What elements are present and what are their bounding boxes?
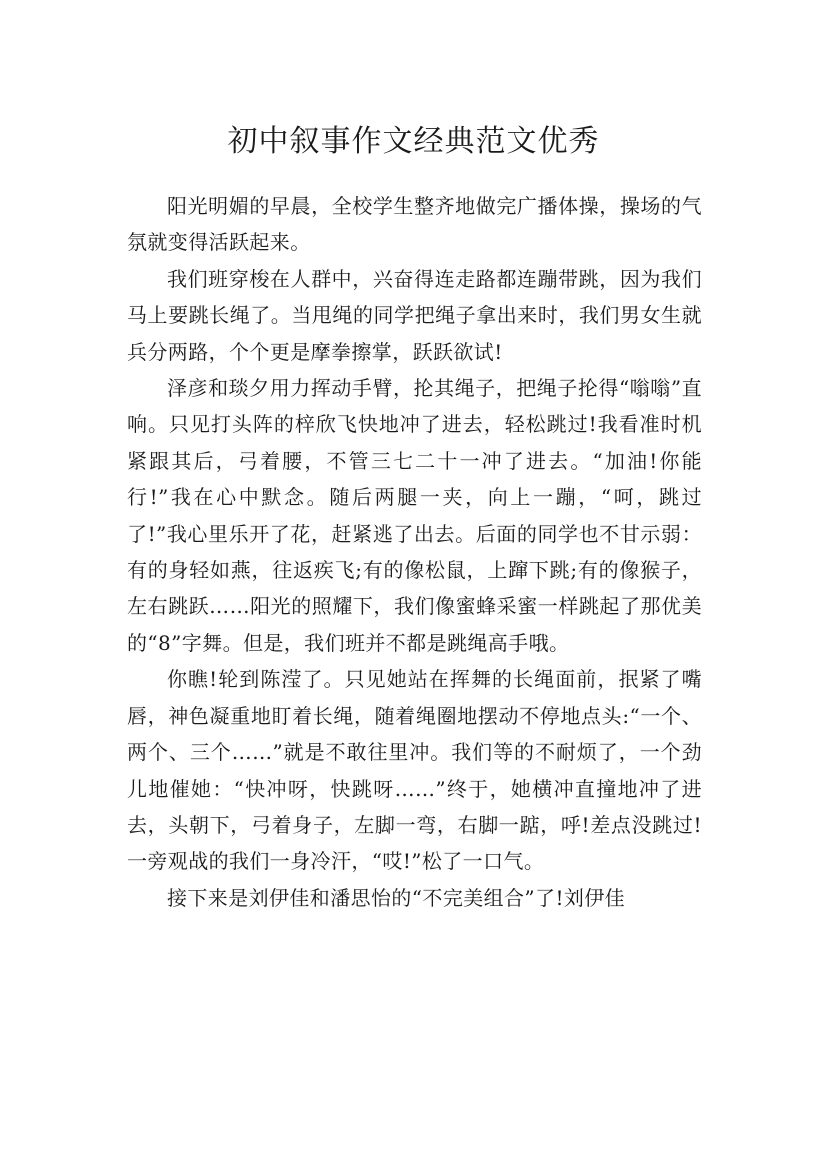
document-title: 初中叙事作文经典范文优秀 (227, 124, 600, 160)
paragraph: 你瞧!轮到陈滢了。只见她站在挥舞的长绳面前，抿紧了嘴唇，神色凝重地盯着长绳，随着绳圈地摆动不停地点头:“一个、两个、三个……”就是不敢往里冲。我们等的不耐烦了，一个劲儿地催她：“快冲呀，快跳呀……”终于，她横冲直撞地冲了进去，头朝下，弓着身子，左脚一弯，右脚一踮，呼!差点没跳过!一旁观战的我们一身冷汗，“哎!”松了一口气。 (127, 667, 702, 874)
paragraph: 接下来是刘伊佳和潘思怡的“不完美组合”了!刘伊佳 (167, 885, 626, 910)
paragraph: 我们班穿梭在人群中，兴奋得连走路都连蹦带跳，因为我们马上要跳长绳了。当甩绳的同学把绳子拿出来时，我们男女生就兵分两路，个个更是摩拳擦掌，跃跃欲试! (127, 266, 702, 364)
document-body (127, 188, 702, 916)
paragraph: 泽彦和琰夕用力挥动手臂，抡其绳子，把绳子抡得“嗡嗡”直响。只见打头阵的梓欣飞快地冲了进去，轻松跳过!我看准时机紧跟其后，弓着腰，不管三七二十一冲了进去。“加油!你能行!”我在心中默念。随后两腿一夹，向上一蹦，“呵，跳过了!”我心里乐开了花，赶紧逃了出去。后面的同学也不甘示弱：有的身轻如燕，往返疾飞;有的像松鼠，上蹿下跳;有的像猴子，左右跳跃……阳光的照耀下，我们像蜜蜂采蜜一样跳起了那优美的“8”字舞。但是，我们班并不都是跳绳高手哦。 (127, 376, 702, 655)
paragraph: 阳光明媚的早晨，全校学生整齐地做完广播体操，操场的气氛就变得活跃起来。 (127, 194, 702, 255)
